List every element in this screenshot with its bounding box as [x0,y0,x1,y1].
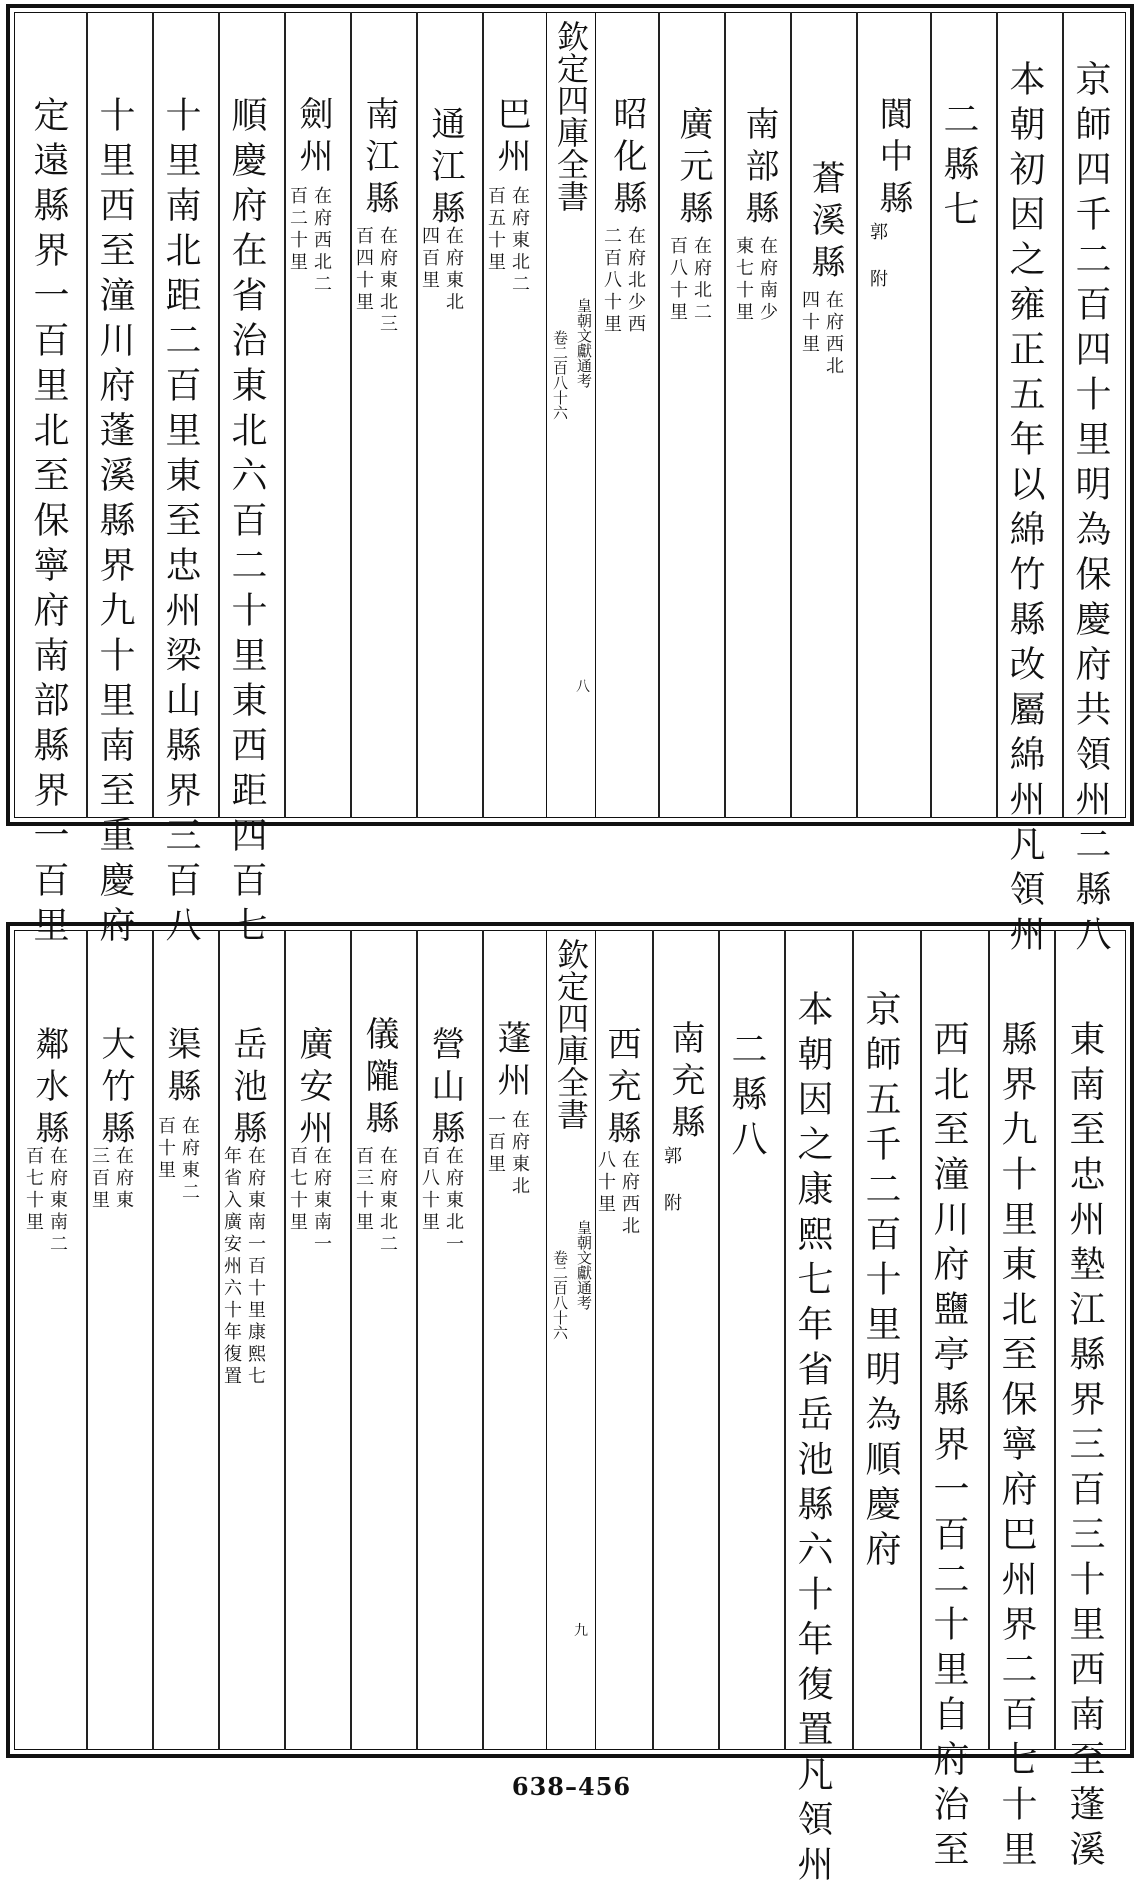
entry-name: 岳池縣 [227,1026,267,1152]
entry-note: 四十里 [799,290,820,356]
column-rule [416,930,418,1750]
text-column: 東南至忠州墊江縣界三百三十里西南至蓬溪 [1064,1020,1105,1875]
entry-name: 渠縣 [161,1026,201,1110]
entry-note: 百十里 [155,1116,176,1182]
entry-name: 蒼溪縣 [805,160,845,286]
entry-name: 西充縣 [601,1026,641,1152]
column-rule [482,930,484,1750]
entry-note: 在府北少西 [625,226,646,336]
text-column: 京師四千二百四十里明為保慶府共領州二縣八 [1070,60,1111,960]
entry-note: 在府東二 [179,1116,200,1204]
spine-volume: 卷二百八十六 [551,330,569,420]
text-column: 京師五千二百十里明為順慶府 [860,990,901,1575]
page-footer-number: 638–456 [511,1772,632,1801]
spine-page-number: 八 [576,679,590,695]
spine-subtitle: 皇朝文獻通考 [575,298,593,388]
entry-note: 年省入廣安州六十年復置 [221,1146,242,1388]
entry-name: 營山縣 [425,1026,465,1152]
entry-name: 劍州 [293,96,333,180]
text-column: 西北至潼川府鹽亭縣界一百二十里自府治至 [928,1020,969,1875]
column-rule [790,12,792,818]
column-rule [350,12,352,818]
entry-note: 在府西北二 [311,186,332,296]
column-rule [284,12,286,818]
column-rule [350,930,352,1750]
column-rule [658,12,660,818]
column-rule [86,930,88,1750]
entry-note: 三百里 [89,1146,110,1212]
entry-note: 二百八十里 [601,226,622,336]
text-column: 順慶府在省治東北六百二十里東西距四百七 [226,96,267,951]
column-rule [284,930,286,1750]
spine-subtitle: 皇朝文獻通考 [575,1220,593,1310]
column-rule [152,12,154,818]
entry-note: 在府東北 [443,226,464,314]
spine-volume: 卷二百八十六 [551,1250,569,1340]
entry-note: 在府北二 [691,236,712,324]
column-rule [652,930,654,1750]
text-column: 二縣八 [726,1030,767,1165]
text-column: 十里西至潼川府蓬溪縣界九十里南至重慶府 [94,96,135,951]
text-column: 本朝因之康熙七年省岳池縣六十年復置凡領州 [792,990,833,1890]
entry-note: 在府東 [113,1146,134,1212]
column-rule [218,930,220,1750]
entry-note: 在府東北二 [509,186,530,296]
entry-note: 百七十里 [23,1146,44,1234]
entry-name: 通江縣 [425,106,465,232]
column-rule [724,12,726,818]
entry-name: 大竹縣 [95,1026,135,1152]
entry-note: 四百里 [419,226,440,292]
entry-name: 巴州 [491,96,531,180]
entry-note: 八十里 [595,1150,616,1216]
column-rule [218,12,220,818]
column-rule [1054,930,1056,1750]
column-rule [988,930,990,1750]
entry-note: 郭 附 [867,222,888,291]
entry-note: 在府東南二 [47,1146,68,1256]
entry-note: 郭 附 [661,1146,682,1215]
spine-title: 欽定四庫全書 [552,938,590,1130]
text-column: 十里南北距二百里東至忠州梁山縣界三百八 [160,96,201,951]
text-column: 二縣七 [938,100,979,235]
entry-note: 百二十里 [287,186,308,274]
column-rule [996,12,998,818]
entry-note: 百八十里 [419,1146,440,1234]
column-rule [152,930,154,1750]
entry-name: 南江縣 [359,96,399,222]
column-rule [416,12,418,818]
entry-name: 南充縣 [665,1020,705,1146]
column-rule [784,930,786,1750]
entry-note: 一百里 [485,1110,506,1176]
entry-note: 在府西北 [619,1150,640,1238]
column-rule [852,930,854,1750]
entry-note: 在府南少 [757,236,778,324]
column-rule [1062,12,1064,818]
column-rule [718,930,720,1750]
entry-name: 儀隴縣 [359,1016,399,1142]
entry-name: 鄰水縣 [29,1026,69,1152]
entry-note: 在府東北二 [377,1146,398,1256]
spine-title: 欽定四庫全書 [552,20,590,212]
entry-note: 百三十里 [353,1146,374,1234]
entry-note: 百四十里 [353,226,374,314]
entry-name: 廣安州 [293,1026,333,1152]
entry-note: 東七十里 [733,236,754,324]
entry-note: 百七十里 [287,1146,308,1234]
spine-page-number: 九 [574,1623,588,1639]
entry-name: 廣元縣 [673,106,713,232]
entry-note: 在府東北 [509,1110,530,1198]
text-column: 縣界九十里東北至保寧府巴州界二百七十里 [996,1020,1037,1875]
column-rule [930,12,932,818]
entry-name: 閬中縣 [873,96,913,222]
entry-note: 百五十里 [485,186,506,274]
entry-note: 在府東南一百十里康熙七 [245,1146,266,1388]
entry-note: 在府東北一 [443,1146,464,1256]
text-column: 定遠縣界一百里北至保寧府南部縣界一百里 [28,96,69,951]
entry-note: 百八十里 [667,236,688,324]
entry-note: 在府東南一 [311,1146,332,1256]
entry-name: 蓬州 [491,1020,531,1104]
text-column: 本朝初因之雍正五年以綿竹縣改屬綿州凡領州 [1004,60,1045,960]
column-rule [86,12,88,818]
entry-note: 在府西北 [823,290,844,378]
entry-name: 南部縣 [739,106,779,232]
entry-note: 在府東北三 [377,226,398,336]
entry-name: 昭化縣 [607,96,647,222]
column-rule [920,930,922,1750]
column-rule [856,12,858,818]
column-rule [482,12,484,818]
